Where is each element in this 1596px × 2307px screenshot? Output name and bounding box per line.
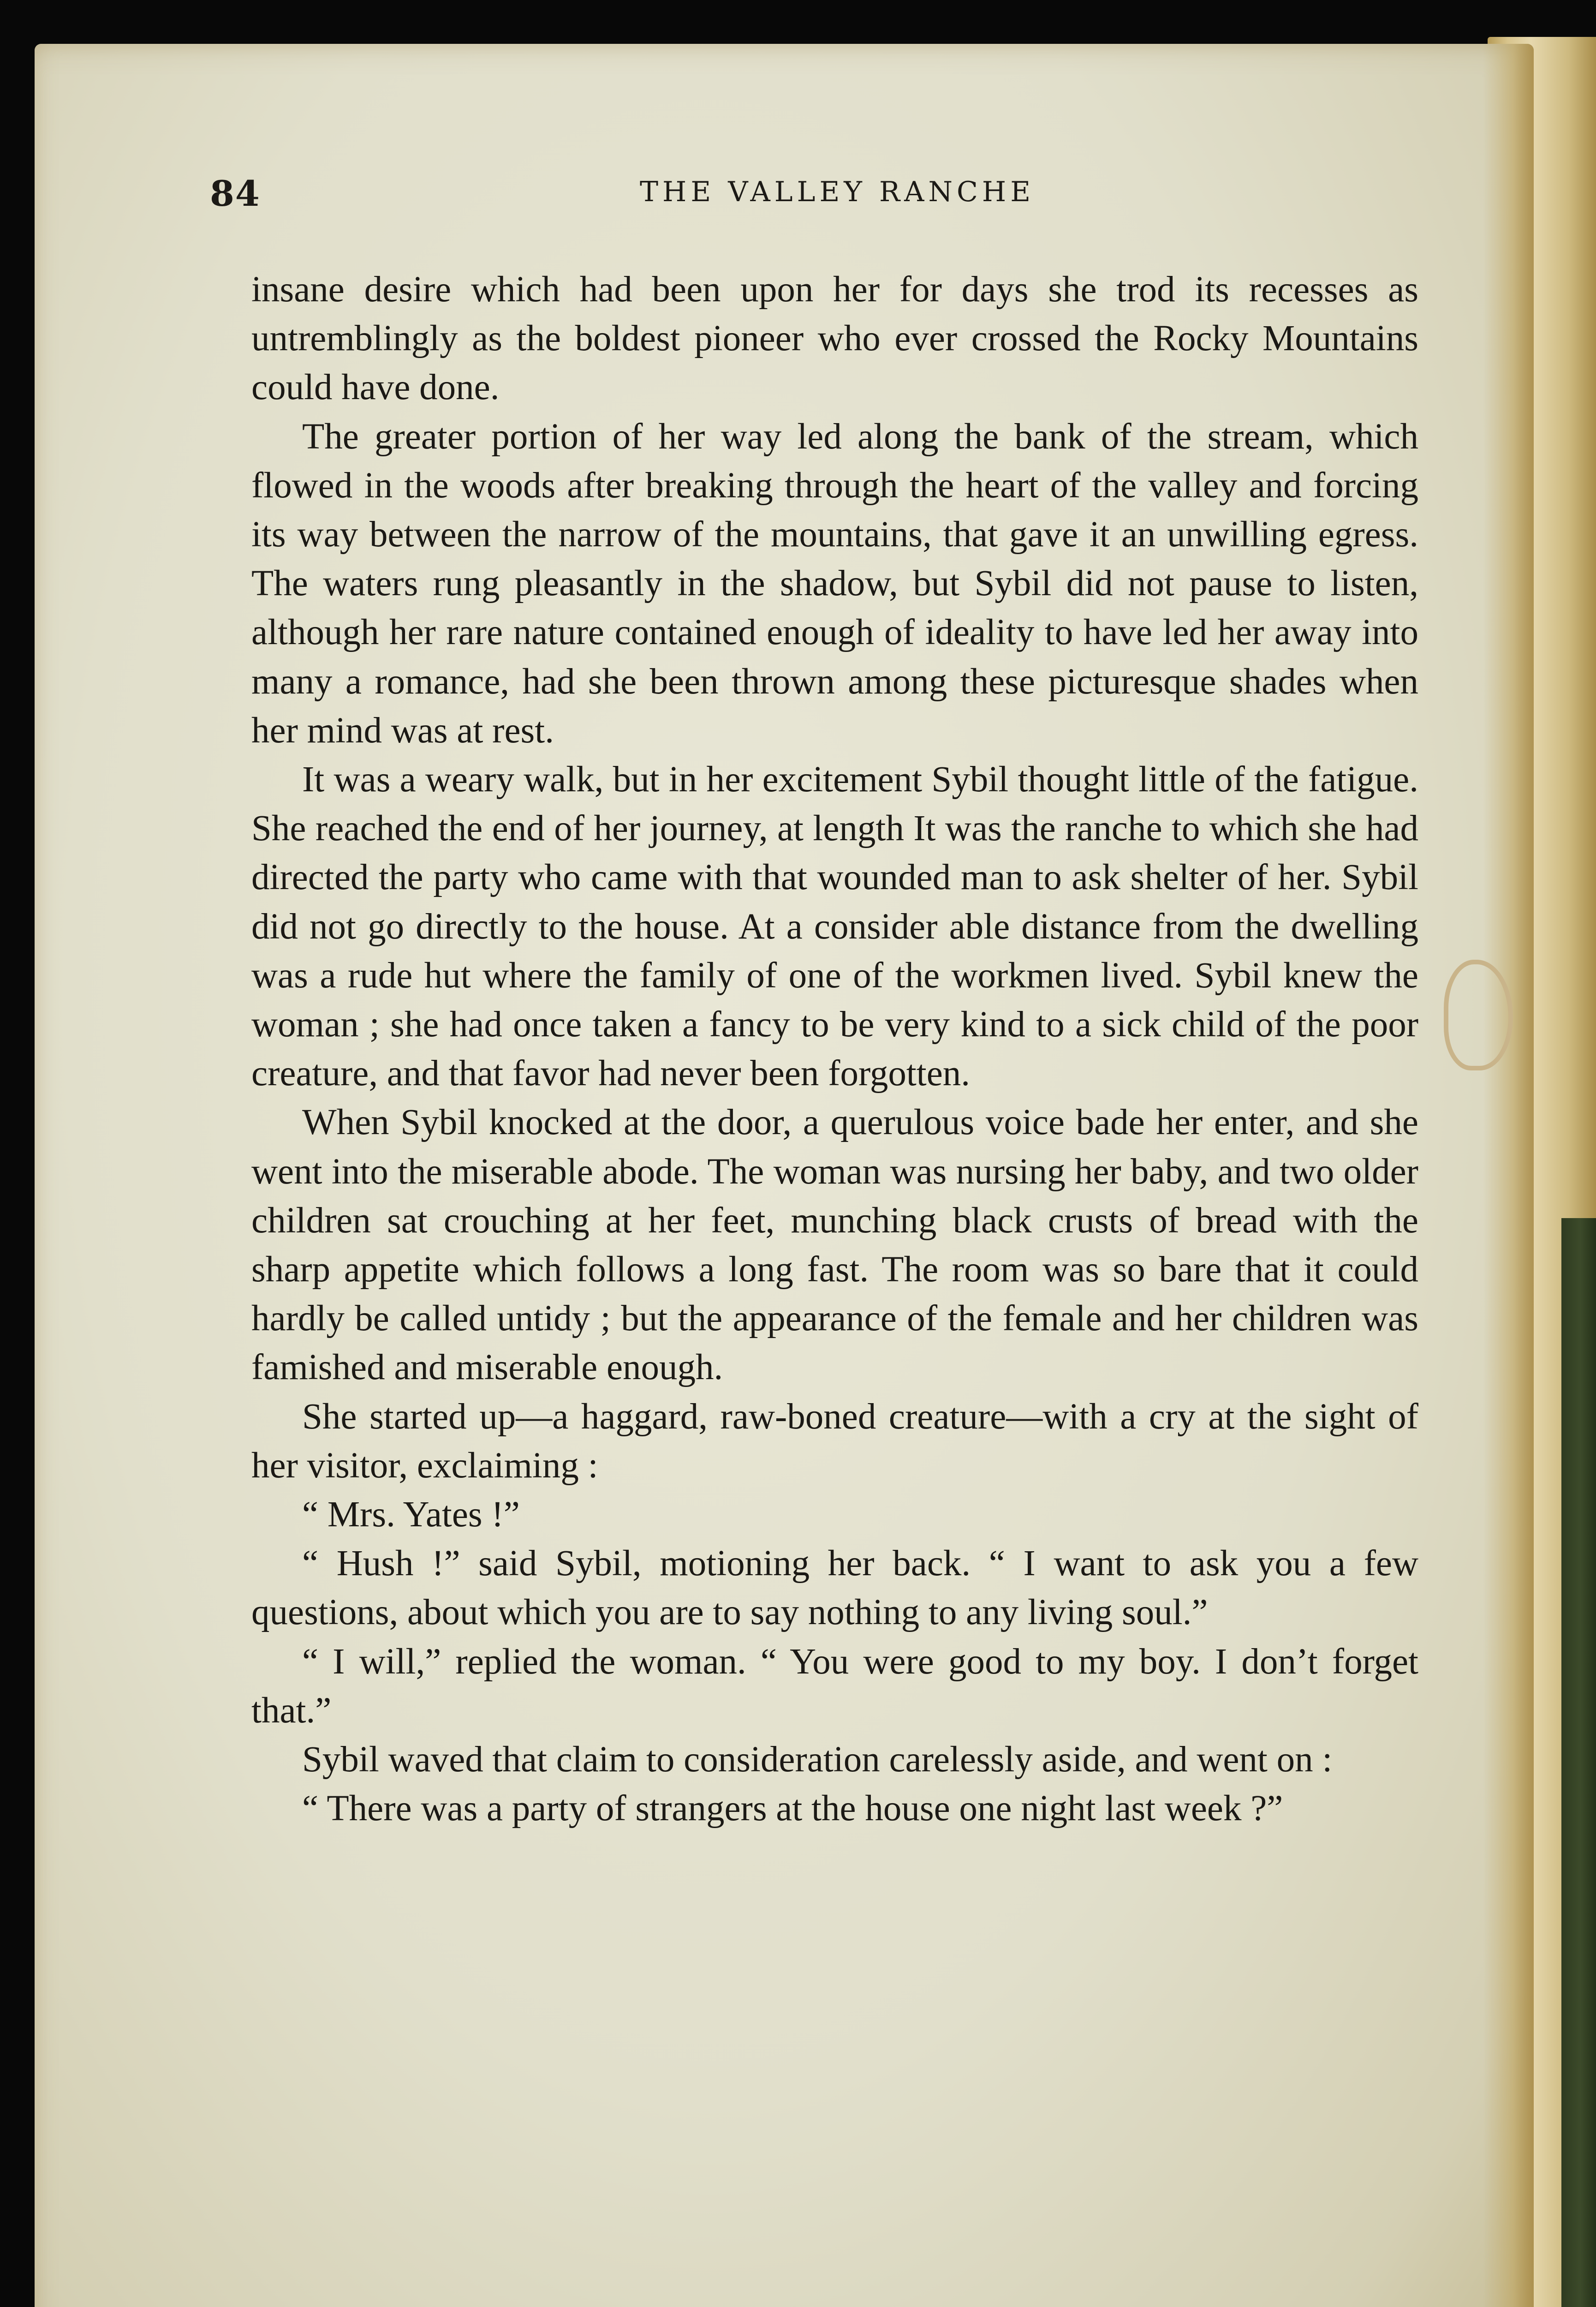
paragraph: When Sybil knocked at the door, a querulous voice bade her enter, and she went into the miserable abode. The woman was nursing her baby, and two older children sat crouching at her feet, munching black crusts of bread with the sharp appetite which follows a long fast. The room was so bare that it could hardly be called untidy ; but the appearance of the female and her children was famished and miserable enough. (251, 1102, 1418, 1388)
paragraph: “ I will,” replied the woman. “ You were good to my boy. I don’t forget that.” (251, 1641, 1418, 1731)
paragraph: The greater portion of her way led along the bank of the stream, which flowed in the woods after breaking through the heart of the valley and forcing its way between the narrow of the mountains, that gave it an unwilling egress. The waters rung pleasantly in the shadow, but Sybil did not pause to listen, although her rare nature contained enough of ideality to have led her away into many a romance, had she been thrown among these picturesque shades when her mind was at rest. (251, 416, 1418, 751)
page-number: 84 (210, 173, 261, 214)
paragraph: “ Hush !” said Sybil, motioning her back. “ I want to ask you a few questions, about which you are to say nothing to any living soul.” (251, 1543, 1418, 1633)
paragraph: She started up—a haggard, raw-boned creature—with a cry at the sight of her visitor, exclaiming : (251, 1396, 1418, 1486)
paragraph: It was a weary walk, but in her excitement Sybil thought little of the fatigue. She reached the end of her journey, at length It was the ranche to which she had directed the party who came with that wounded man to ask shelter of her. Sybil did not go directly to the house. At a consider able distance from the dwelling was a rude hut where the family of one of the workmen lived. Sybil knew the woman ; she had once taken a fancy to be very kind to a sick child of the poor creature, and that favor had never been forgotten. (251, 759, 1418, 1094)
running-head: THE VALLEY RANCHE (639, 176, 1035, 208)
book-cover-edge (1561, 1218, 1596, 2307)
paragraph: “ There was a party of strangers at the house one night last week ?” (302, 1788, 1283, 1829)
paragraph: Sybil waved that claim to consideration carelessly aside, and went on : (302, 1739, 1333, 1780)
paragraph: “ Mrs. Yates !” (302, 1494, 520, 1535)
body-text (251, 265, 1418, 1834)
page-header (210, 173, 1409, 224)
page-edge-shading (1483, 44, 1534, 2307)
paragraph: insane desire which had been upon her for days she trod its recesses as untremblingly as the boldest pioneer who ever crossed the Rocky Mountains could have done. (251, 269, 1418, 408)
